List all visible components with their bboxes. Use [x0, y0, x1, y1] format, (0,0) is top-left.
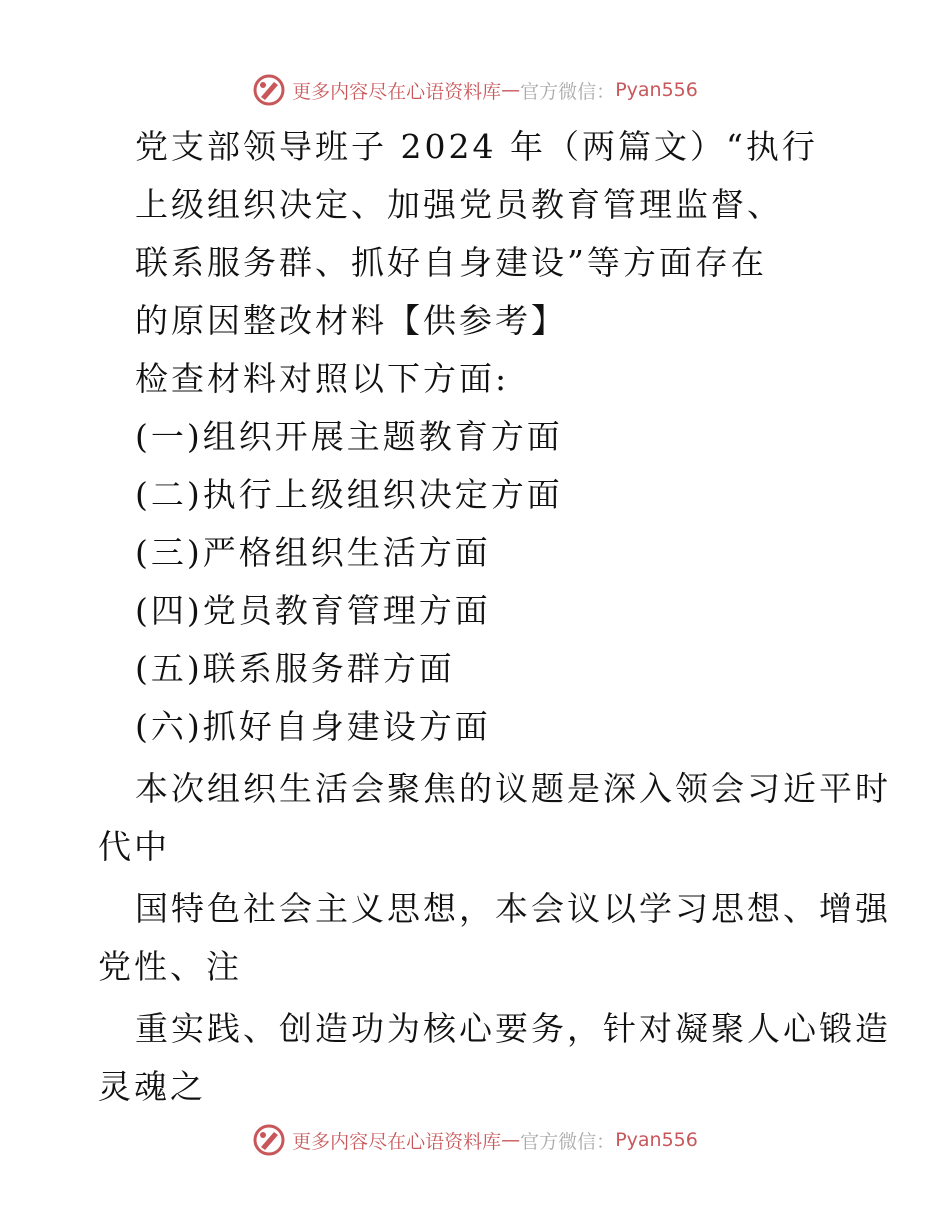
paragraph-line: 本次组织生活会聚焦的议题是深入领会习近平时: [135, 769, 891, 808]
banner-brand: 更多内容尽在心语资料库: [292, 80, 502, 103]
header-banner: [0, 70, 950, 110]
brand-logo-icon: [252, 1123, 286, 1157]
paragraph-line: 代中: [98, 827, 170, 866]
banner-dash: —: [501, 1129, 521, 1151]
banner-brand: 更多内容尽在心语资料库: [292, 1130, 502, 1153]
list-item: (四)党员教育管理方面: [135, 591, 491, 630]
list-item: (二)执行上级组织决定方面: [135, 475, 563, 514]
brand-logo-icon: [252, 73, 286, 107]
list-item: (一)组织开展主题教育方面: [135, 417, 563, 456]
title-line: 党支部领导班子 2024 年（两篇文）“执行: [135, 127, 818, 166]
banner-dash: —: [501, 79, 521, 101]
title-line: 联系服务群、抓好自身建设”等方面存在: [135, 243, 767, 282]
banner-wechat-id: Pyan556: [615, 1129, 698, 1151]
list-item: (六)抓好自身建设方面: [135, 707, 491, 746]
paragraph-line: 国特色社会主义思想，本会议以学习思想、增强: [135, 889, 891, 928]
list-item: (三)严格组织生活方面: [135, 533, 491, 572]
title-line: 的原因整改材料【供参考】: [135, 301, 567, 340]
intro-line: 检查材料对照以下方面:: [135, 359, 510, 398]
list-item: (五)联系服务群方面: [135, 649, 455, 688]
paragraph-line: 党性、注: [98, 947, 242, 986]
banner-wechat-id: Pyan556: [615, 79, 698, 101]
paragraph-line: 重实践、创造功为核心要务，针对凝聚人心锻造: [135, 1009, 891, 1048]
paragraph-line: 灵魂之: [98, 1067, 206, 1106]
banner-label: 官方微信：: [520, 1130, 616, 1153]
title-line: 上级组织决定、加强党员教育管理监督、: [135, 185, 783, 224]
footer-banner: [0, 1120, 950, 1160]
banner-label: 官方微信：: [520, 80, 616, 103]
